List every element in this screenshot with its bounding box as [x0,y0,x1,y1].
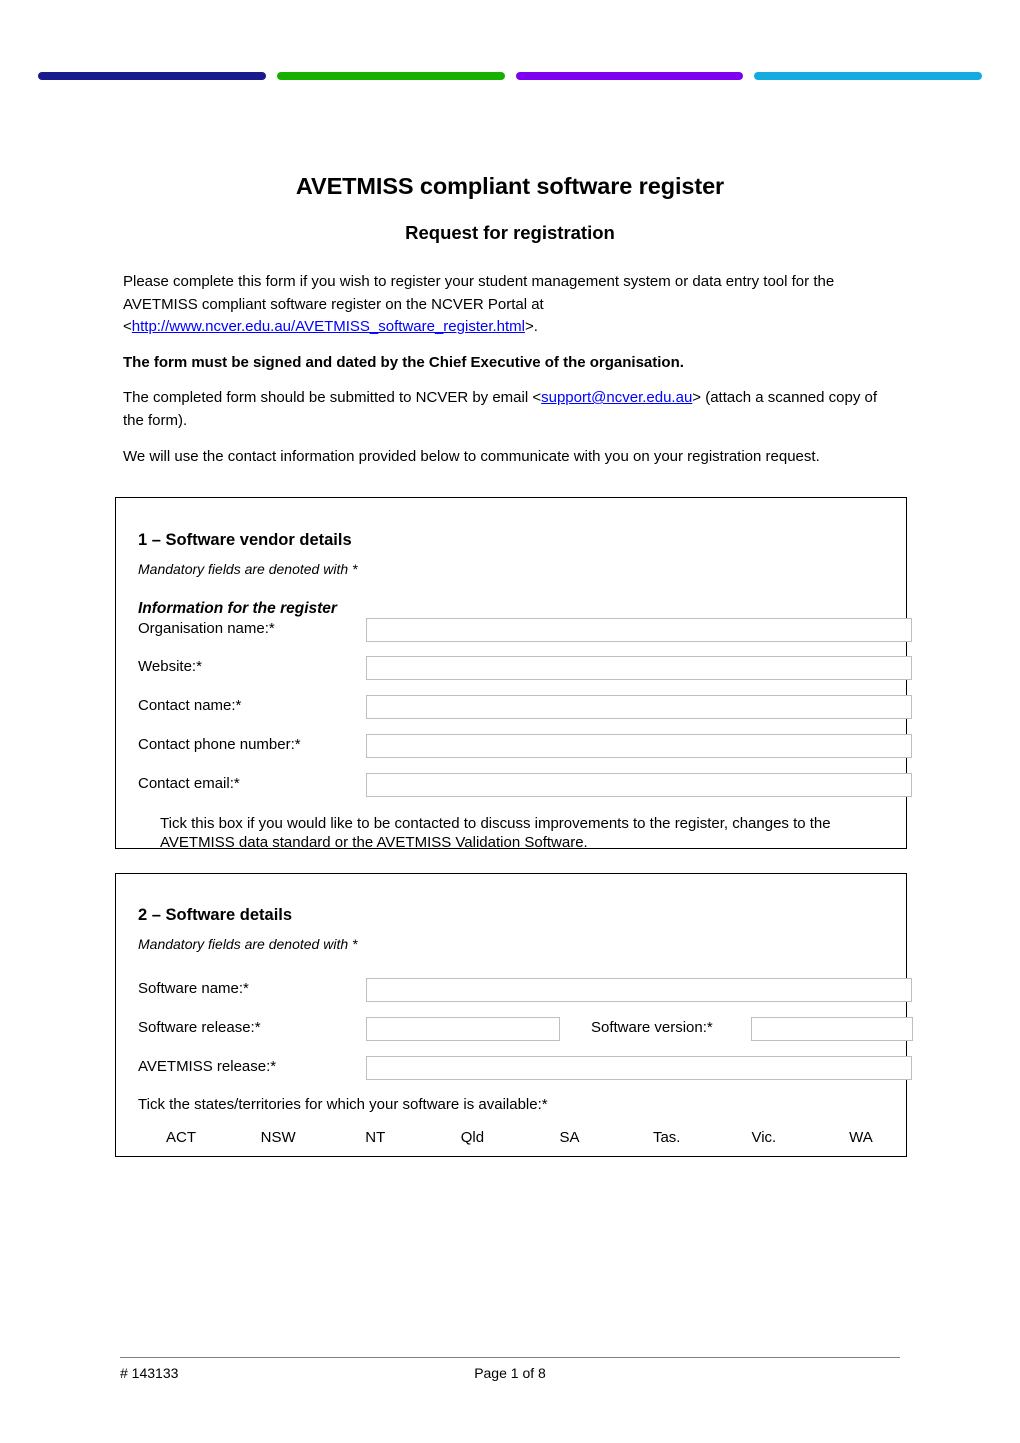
ncver-portal-link[interactable]: http://www.ncver.edu.au/AVETMISS_software_register.html [131,318,525,336]
software-release-input[interactable] [366,1017,560,1041]
intro-text-before-link: Please complete this form if you wish to register your student management system or data entry tool for the AVETMISS compliant software register on the NCVER Portal at < [123,273,835,336]
avetmiss-release-label: AVETMISS release:* [138,1058,277,1075]
organisation-name-label: Organisation name:* [138,620,275,637]
contact-name-input[interactable] [366,695,912,719]
form-row [138,773,886,797]
state-checkbox-wa[interactable]: WA [849,1129,873,1146]
contact-phone-label: Contact phone number:* [138,736,301,753]
submission-text-before-link: The completed form should be submitted to NCVER by email < [123,389,542,406]
software-version-label: Software version:* [591,1019,713,1036]
software-name-input[interactable] [366,978,912,1002]
form-row [138,978,886,1002]
color-bar-cyan [754,72,982,80]
submission-text-after-link: > (attach a scanned copy of the form). [123,389,877,429]
organisation-name-input[interactable] [366,618,912,642]
section-1-subhead: Information for the register [138,600,337,617]
section-1-note: Mandatory fields are denoted with * [138,561,358,577]
form-row [138,695,886,719]
support-email-link[interactable]: support@ncver.edu.au [541,389,693,406]
software-release-label: Software release:* [138,1019,261,1036]
footer-page-number: Page 1 of 8 [474,1365,546,1381]
color-bar-navy [38,72,266,80]
section-software-details [115,873,907,1157]
color-bar-green [277,72,505,80]
state-checkbox-sa[interactable]: SA [559,1129,580,1146]
software-version-input[interactable] [751,1017,913,1041]
page-subtitle: Request for registration [405,222,615,243]
avetmiss-release-input[interactable] [366,1056,912,1080]
page-footer [120,1365,900,1385]
states-checkbox-row [156,1129,886,1146]
state-checkbox-vic[interactable]: Vic. [751,1129,777,1146]
state-checkbox-act[interactable]: ACT [166,1129,196,1146]
form-row [138,618,886,642]
form-row [138,1017,886,1041]
state-checkbox-nsw[interactable]: NSW [260,1129,296,1146]
state-checkbox-tas[interactable]: Tas. [652,1129,681,1146]
state-checkbox-qld[interactable]: Qld [460,1129,485,1146]
contact-name-label: Contact name:* [138,697,242,714]
form-row [138,656,886,680]
section-software-vendor-details [115,497,907,849]
contact-email-input[interactable] [366,773,912,797]
color-bar-purple [516,72,743,80]
section-1-title: 1 – Software vendor details [138,531,352,549]
intro-paragraph-submission [123,387,883,432]
software-name-label: Software name:* [138,980,249,997]
section-2-title: 2 – Software details [138,906,293,924]
decorative-color-bars [0,72,1020,81]
state-checkbox-nt[interactable]: NT [365,1129,386,1146]
footer-divider [120,1357,900,1358]
page-title: AVETMISS compliant software register [295,173,725,199]
intro-text-after-link: >. [525,318,538,336]
contact-phone-input[interactable] [366,734,912,758]
footer-document-number: # 143133 [120,1365,179,1381]
website-label: Website:* [138,658,202,675]
intro-paragraph-signature-requirement: The form must be signed and dated by the Chief Executive of the organisation. [123,354,684,371]
states-prompt-label: Tick the states/territories for which your software is available:* [138,1096,548,1113]
form-row [138,734,886,758]
form-row [138,1056,886,1080]
section-2-note: Mandatory fields are denoted with * [138,936,358,952]
intro-paragraph-contact-usage: We will use the contact information provided below to communicate with you on your registration request. [123,448,820,465]
contact-email-label: Contact email:* [138,775,240,792]
contact-preference-checkbox-label[interactable]: Tick this box if you would like to be contacted to discuss improvements to the register, changes to the AVETMISS data standard or the AVETMISS Validation Software. [160,815,831,851]
intro-paragraph-register [123,271,883,339]
website-input[interactable] [366,656,912,680]
